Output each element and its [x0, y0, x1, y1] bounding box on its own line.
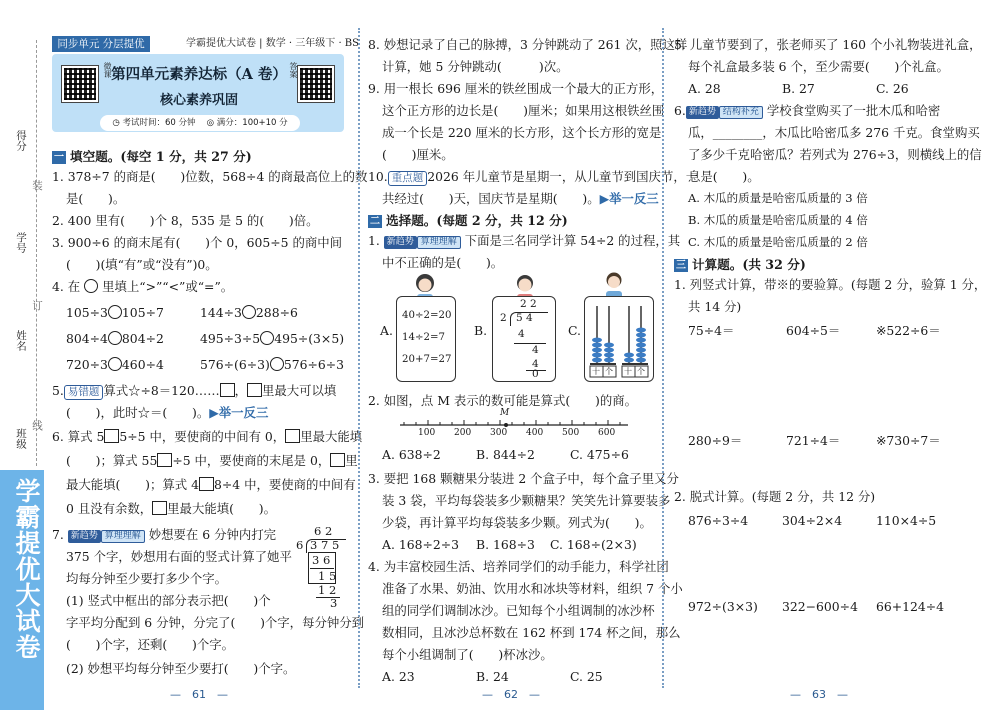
q4-prompt-a: 4. 在 [52, 279, 81, 294]
compare-circle[interactable] [242, 305, 256, 319]
q6c-text-a: 最大能填( )；算式 4 [66, 477, 200, 492]
q2: 2. 400 里有( )个 8，535 是 5 的( )倍。 [52, 213, 319, 228]
cmp-3-2 [200, 356, 344, 373]
q6b-text-a: ( )；算式 55 [66, 453, 158, 468]
q5-text-c: ( )，此时☆＝( )。 [66, 405, 210, 420]
section-3-number: 三 [676, 260, 686, 271]
k1-row2-c: ※730÷7＝ [876, 433, 941, 448]
cut-mark-2: 订 [31, 300, 43, 311]
answer-box[interactable] [285, 429, 300, 443]
cmp-left: 804÷4 [66, 331, 108, 346]
ld-rem1: 1 5 [318, 569, 337, 583]
cmp-right: 804÷2 [121, 331, 164, 346]
ld-quotient: 6 2 [314, 524, 333, 538]
section-2-number: 二 [370, 216, 380, 227]
cmp-left: 144÷3 [200, 305, 242, 320]
c4-line4: 数相同，且冰沙总杯数在 162 杯到 174 杯之间，那么 [382, 625, 681, 640]
page-number-62: — 62 — [482, 688, 540, 701]
answer-box[interactable] [157, 453, 172, 467]
c1-line1: 1. 新趋势 算理理解 下面是三名同学计算 54÷2 的过程，其 [368, 233, 681, 248]
q8-line2: 计算，她 5 分钟跳动( )次。 [382, 59, 569, 74]
cmp-right: 105÷7 [121, 305, 164, 320]
k1-line1: 1. 列竖式计算，带※的要验算。(每题 2 分，验算 1 分， [674, 277, 987, 292]
c4-option-c[interactable]: C. 25 [570, 669, 603, 684]
tick-300: 300 [490, 428, 508, 438]
q5-comma: ， [234, 383, 247, 398]
card-b-sub2: 4 [532, 358, 539, 370]
card-b-quotient: 2 2 [520, 298, 537, 310]
c4-option-b[interactable]: B. 24 [476, 669, 509, 684]
c4-line2: 准备了水果、奶油、饮用水和冰块等材料，组织 7 个小 [382, 581, 683, 596]
k2-row2-c: 66+124÷4 [876, 599, 945, 614]
q8-line1: 8. 妙想记录了自己的脉搏，3 分钟跳动了 261 次，照这样 [368, 37, 688, 52]
k1-row2-b: 721÷4＝ [786, 433, 841, 448]
full-score: ◎ 满分：100+10 分 [206, 118, 288, 128]
q6b-text-c: 里 [345, 453, 358, 468]
answer-box[interactable] [247, 383, 262, 397]
c2-option-c[interactable]: C. 475÷6 [570, 447, 629, 462]
c4-line1: 4. 为丰富校园生活、培养同学们的动手能力，科学社团 [368, 559, 669, 574]
ld-rem2: 3 [330, 596, 338, 610]
c5-line1: 5. 儿童节要到了，张老师买了 160 个小礼物装进礼盒， [674, 37, 982, 52]
c6-option-b[interactable]: B. 木瓜的质量是哈密瓜质量的 4 倍 [688, 213, 868, 227]
q10-line1 [368, 168, 698, 186]
ld-divisor: 6 [296, 538, 304, 552]
q7-line7: (2) 妙想平均每分钟至少要打( )个字。 [66, 661, 296, 676]
q6b-text-b: ÷5 中，要使商的末尾是 0， [172, 453, 331, 468]
q9-line2: 这个正方形的边长是( )厘米；如果用这根铁丝围 [382, 103, 665, 118]
qr-left-label: 微课 [103, 62, 112, 78]
answer-box[interactable] [152, 501, 167, 515]
q5-line1 [52, 382, 336, 400]
q6-line3 [66, 476, 356, 493]
compare-circle[interactable] [108, 357, 122, 371]
q5-text-b: 里最大可以填 [261, 383, 337, 398]
cmp-left: 720÷3 [66, 357, 108, 372]
q9-line3: 成一个长是 220 厘米的长方形，这个长方形的宽是 [382, 125, 662, 140]
card-b-divisor: 2 [500, 312, 507, 324]
ld-dividend: 3 7 5 [310, 538, 340, 552]
c5-option-c[interactable]: C. 26 [876, 81, 909, 96]
k2-row2-a: 972÷(3×3) [688, 599, 758, 614]
q10-text-b: 共经过( )天，国庆节是星期( )。 [382, 191, 600, 206]
unit-badge: 同步单元 分层提优 [52, 36, 150, 52]
compare-circle[interactable] [260, 331, 274, 345]
c1-line2: 中不正确的是( )。 [382, 255, 504, 270]
k1-line2: 共 14 分) [688, 299, 742, 314]
section-2-heading [368, 212, 568, 229]
answer-box[interactable] [220, 383, 235, 397]
q6-text-c: 里最大能填 [300, 429, 363, 444]
q10-line2 [382, 190, 659, 207]
qr-right-label: 答案 [289, 62, 298, 78]
cmp-left: 105÷3 [66, 305, 108, 320]
c2-option-a[interactable]: A. 638÷2 [382, 447, 441, 462]
abacus-icon [588, 302, 652, 378]
class-label: 班级 [15, 428, 27, 449]
cmp-2-2 [200, 330, 344, 347]
card-b-sub1: 4 [518, 328, 525, 340]
q1-line1: 1. 378÷7 的商是( )位数，568÷4 的商最高位上的数 [52, 169, 368, 184]
q5-line2 [66, 404, 268, 421]
cmp-3-1 [66, 356, 164, 373]
card-b-dividend: 5 4 [516, 312, 533, 324]
compare-circle[interactable] [84, 279, 98, 293]
c6-option-a[interactable]: A. 木瓜的质量是哈密瓜质量的 3 倍 [688, 191, 868, 205]
tick-400: 400 [526, 428, 544, 438]
q5-text: 算式☆÷8＝120…… [103, 383, 220, 398]
section-1-heading [52, 148, 252, 165]
k2-row2-b: 322−600÷4 [782, 599, 858, 614]
q3-line2: ( )(填“有”或“没有”)0。 [66, 257, 218, 272]
page-number-value: 62 [504, 688, 518, 701]
brand-strip-text: 学霸提优大试卷 [12, 478, 41, 660]
c4-line5: 每个小组调制了( )杯冰沙。 [382, 647, 553, 662]
c5-line2: 每个礼盒最多装 6 个，至少需要( )个礼盒。 [688, 59, 949, 74]
answer-box[interactable] [199, 477, 214, 491]
q6-text-a: 6. 算式 5 [52, 429, 105, 444]
q9-line4: ( )厘米。 [382, 147, 454, 162]
page-number-value: 63 [812, 688, 826, 701]
c1-tag-reason: 算理理解 [417, 236, 461, 249]
column-divider-1 [358, 28, 360, 688]
q7-line4: (1) 竖式中框出的部分表示把( )个 [66, 593, 271, 608]
c3-line1: 3. 要把 168 颗糖果分装进 2 个盒子中，每个盒子里又分 [368, 471, 679, 486]
q4-prompt [52, 278, 233, 295]
cmp-1-2 [200, 304, 298, 321]
ld-sub2: 1 2 [318, 583, 337, 597]
card-b-line1 [514, 343, 546, 344]
q7-line2: 375 个字，妙想用右面的竖式计算了她平 [66, 549, 292, 564]
qr-code-right [298, 66, 334, 102]
student-id-label: 学号 [15, 232, 27, 253]
q10-tag: 重点题 [388, 171, 428, 186]
unit-subtitle: 核心素养巩固 [159, 93, 238, 108]
q5-link[interactable]: ▶举一反三 [209, 405, 269, 420]
q7-text: 妙想要在 6 分钟内打完 [148, 527, 277, 542]
c6-line4: 息是( )。 [688, 169, 760, 184]
c6-number: 6. [674, 103, 686, 118]
exam-info [100, 115, 300, 131]
q4-prompt-b: 里填上“>”“<”或“=”。 [102, 279, 234, 294]
cmp-right: 495÷(3×5) [274, 331, 345, 346]
cut-mark-1: 装 [31, 180, 43, 191]
c5-option-b[interactable]: B. 27 [782, 81, 815, 96]
c2-option-b[interactable]: B. 844÷2 [476, 447, 535, 462]
cmp-2-1 [66, 330, 164, 347]
abacus-label-ones-1: 个 [605, 367, 613, 376]
c4-option-a[interactable]: A. 23 [382, 669, 415, 684]
option-b-label[interactable]: B. [474, 323, 488, 338]
c3-option-c[interactable]: C. 168÷(2×3) [550, 537, 637, 552]
k2-row1-a: 876÷3÷4 [688, 513, 749, 528]
answer-box[interactable] [330, 453, 345, 467]
q7-line6: ( )个字，还剩( )个字。 [66, 637, 235, 652]
c2-line1: 2. 如图，点 M 表示的数可能是算式( )的商。 [368, 393, 638, 408]
cut-line [36, 40, 37, 466]
q6d-text-b: 里最大能填( )。 [167, 501, 276, 516]
exam-time: ◷ 考试时间：60 分钟 [112, 118, 196, 128]
tick-100: 100 [418, 428, 436, 438]
c3-option-b[interactable]: B. 168÷3 [476, 537, 535, 552]
abacus-label-tens-2: 十 [624, 367, 632, 376]
abacus-label-tens-1: 十 [592, 367, 600, 376]
q7-long-division [294, 524, 346, 610]
q7-tag-trend: 新趋势 [68, 530, 101, 543]
k1-row1-b: 604÷5＝ [786, 323, 841, 338]
q6-line4 [66, 500, 276, 517]
option-c-label[interactable]: C. [568, 323, 581, 338]
q7-line1: 7. 新趋势 算理理解 妙想要在 6 分钟内打完 [52, 527, 277, 542]
page-number-63: — 63 — [790, 688, 848, 701]
card-a-line2: 14÷2=7 [402, 332, 445, 343]
tick-200: 200 [454, 428, 472, 438]
option-a-label[interactable]: A. [380, 323, 393, 338]
section-1-number: 一 [54, 152, 64, 163]
q7-line3: 均每分钟至少要打多少个字。 [66, 571, 228, 586]
card-b-rem2: 0 [532, 368, 539, 380]
unit-title: 第四单元素养达标（A 卷） [111, 66, 287, 83]
q6c-text-b: 8÷4 中，要使商的中间有 [214, 477, 356, 492]
section-2-title: 选择题。(每题 2 分，共 12 分) [386, 213, 568, 228]
ld-sub1: 3 6 [312, 553, 331, 567]
compare-circle[interactable] [108, 305, 122, 319]
card-b-long-division [498, 298, 552, 380]
c6-line2: 瓜，________，木瓜比哈密瓜多 276 千克。食堂购买 [688, 125, 980, 140]
q6-line2 [66, 452, 358, 469]
q7-line5: 字平均分配到 6 分钟，分完了( )个字，每分钟分到 [66, 615, 365, 630]
column-divider-2 [662, 28, 664, 688]
c3-option-a[interactable]: A. 168÷2÷3 [382, 537, 460, 552]
name-label: 姓名 [15, 330, 27, 351]
cmp-right: 576÷6÷3 [283, 357, 345, 372]
q3-line1: 3. 900÷6 的商末尾有( )个 0，605÷5 的商中间 [52, 235, 343, 250]
c1-text: 下面是三名同学计算 54÷2 的过程，其 [464, 233, 681, 248]
q10-number: 10. [368, 169, 388, 184]
c6-option-c[interactable]: C. 木瓜的质量是哈密瓜质量的 2 倍 [688, 235, 868, 249]
q6-text-b: 5÷5 中，要使商的中间有 0， [119, 429, 286, 444]
qr-code-left [62, 66, 98, 102]
q10-text: 2026 年儿童节是星期一，从儿童节到国庆节，一 [427, 169, 699, 184]
q6d-text-a: 0 且没有余数， [66, 501, 153, 516]
c3-line2: 装 3 袋，平均每袋装多少颗糖果？笑笑先计算要装多 [382, 493, 671, 508]
k1-row1-a: 75÷4＝ [688, 323, 735, 338]
number-line [400, 410, 630, 442]
q9-line1: 9. 用一根长 696 厘米的铁丝围成一个最大的正方形， [368, 81, 664, 96]
c6-text: 学校食堂购买了一批木瓜和哈密 [766, 103, 941, 118]
c5-option-a[interactable]: A. 28 [688, 81, 721, 96]
book-title: 学霸提优大试卷 | 数学 · 三年级下 · BS [186, 38, 359, 49]
card-a-line3: 20+7=27 [402, 354, 452, 365]
section-1-title: 填空题。(每空 1 分，共 27 分) [70, 149, 252, 164]
c4-line3: 组的同学们调制冰沙。已知每个小组调制的冰沙杯 [382, 603, 655, 618]
k2-row1-b: 304÷2×4 [782, 513, 843, 528]
q1-line2: 是( )。 [66, 191, 126, 206]
c6-line3: 了多少千克哈密瓜？若列式为 276÷3，则横线上的信 [688, 147, 982, 162]
page-number-61: — 61 — [170, 688, 228, 701]
card-a-line1: 40÷2=20 [402, 310, 452, 321]
k2-title: 2. 脱式计算。(每题 2 分，共 12 分) [674, 489, 876, 504]
c6-tag-structure: 结构补充 [719, 106, 763, 119]
abacus-label-ones-2: 个 [637, 367, 645, 376]
k1-row1-c: ※522÷6＝ [876, 323, 941, 338]
q10-link[interactable]: ▶举一反三 [599, 191, 659, 206]
compare-circle[interactable] [270, 357, 284, 371]
section-3-title: 计算题。(共 32 分) [692, 257, 806, 272]
tick-500: 500 [562, 428, 580, 438]
card-b-rem1: 4 [532, 344, 539, 356]
c3-line3: 少袋，再计算平均每袋装多少颗。列式为( )。 [382, 515, 652, 530]
score-label: 得分 [15, 130, 27, 151]
cmp-right: 460÷4 [121, 357, 164, 372]
c1-tag-trend: 新趋势 [384, 236, 417, 249]
section-3-heading [674, 256, 806, 273]
q5-tag: 易错题 [64, 385, 104, 400]
k1-row2-a: 280÷9＝ [688, 433, 743, 448]
q5-number: 5. [52, 383, 64, 398]
page-number-value: 61 [192, 688, 206, 701]
cmp-right: 288÷6 [255, 305, 298, 320]
cut-mark-3: 线 [31, 420, 43, 431]
cmp-left: 495÷3÷5 [200, 331, 261, 346]
compare-circle[interactable] [108, 331, 122, 345]
cmp-1-1 [66, 304, 164, 321]
q7-tag-reason: 算理理解 [101, 530, 145, 543]
cmp-left: 576÷(6÷3) [200, 357, 270, 372]
k2-row1-c: 110×4÷5 [876, 513, 937, 528]
c6-line1 [674, 102, 940, 119]
q6-line1 [52, 428, 362, 445]
c6-tag-trend: 新趋势 [686, 106, 719, 119]
answer-box[interactable] [104, 429, 119, 443]
point-m-label: M [500, 408, 510, 418]
tick-600: 600 [598, 428, 616, 438]
